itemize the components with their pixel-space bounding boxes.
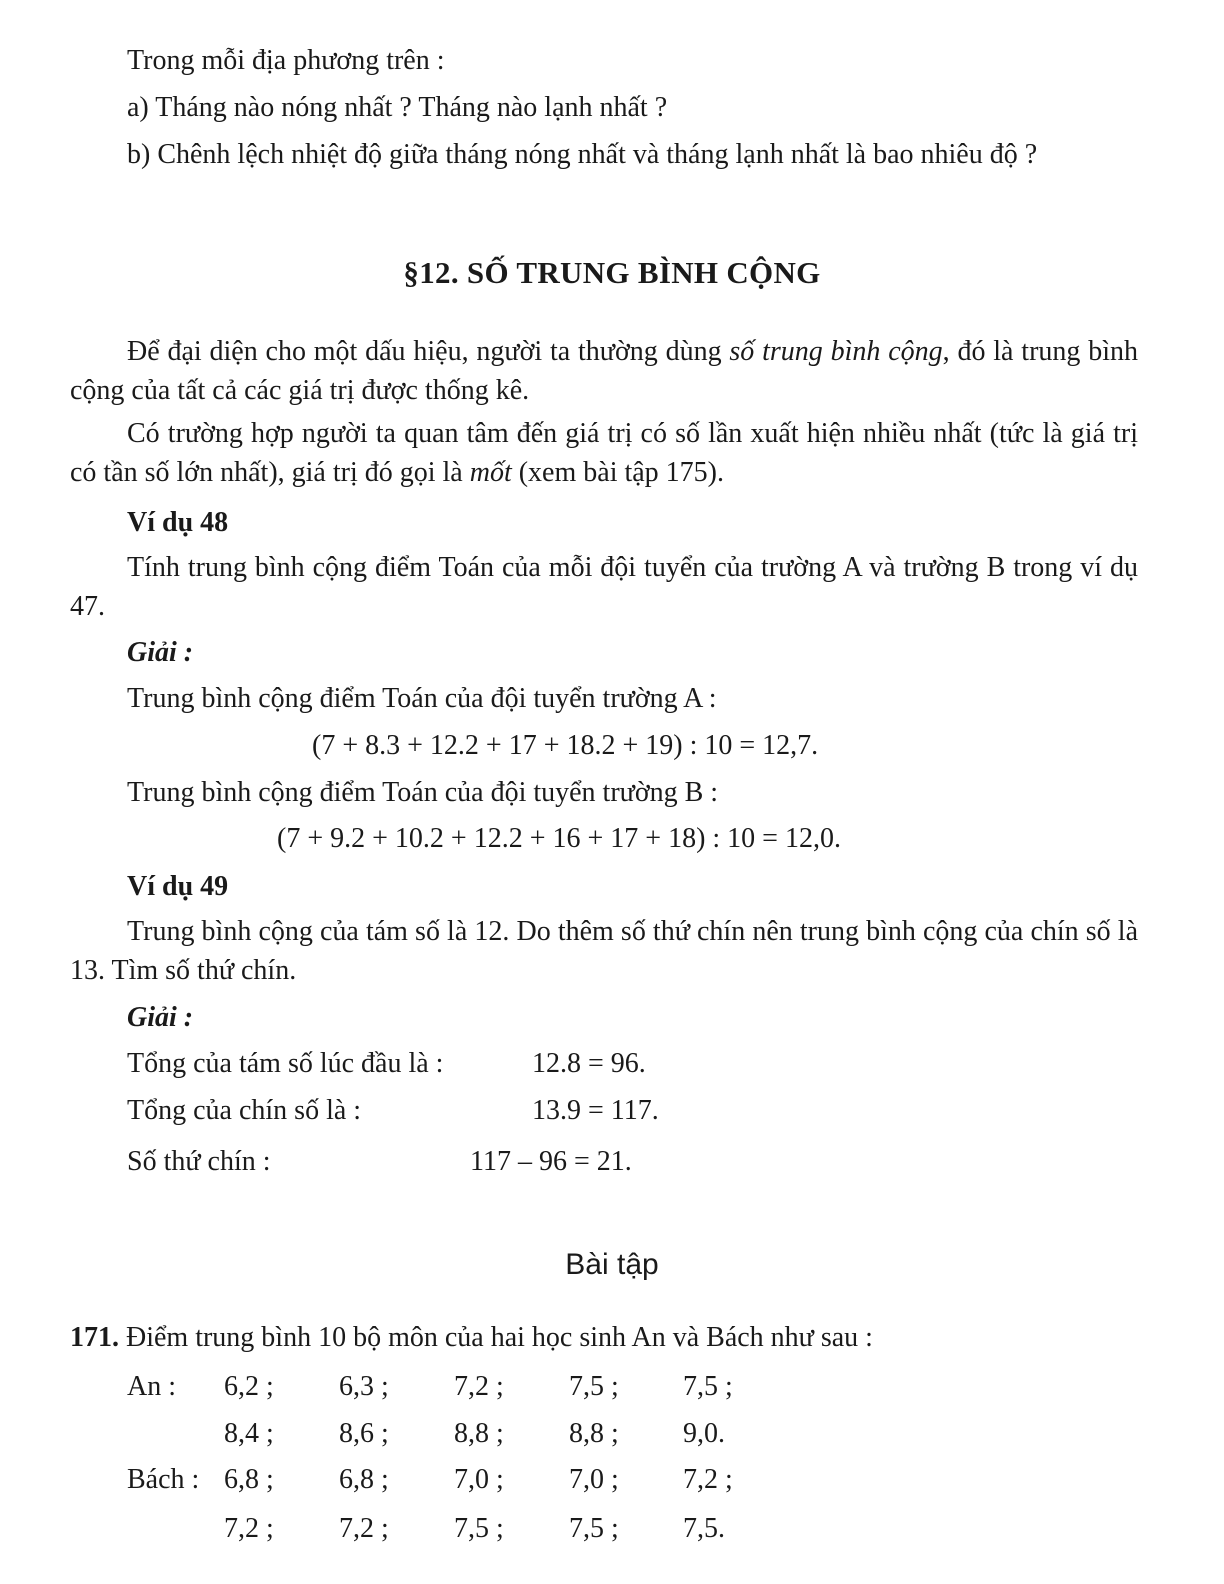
example-48-formula-a: (7 + 8.3 + 12.2 + 17 + 18.2 + 19) : 10 = 12,7. <box>312 730 819 761</box>
score-value: 7,5 ; <box>569 1513 619 1544</box>
example-49-step-value: 13.9 = 117. <box>532 1095 659 1126</box>
score-value: 8,4 ; <box>224 1418 274 1449</box>
example-49-step-label: Số thứ chín : <box>127 1146 271 1177</box>
score-value: 8,8 ; <box>569 1418 619 1449</box>
intro-question-a: a) Tháng nào nóng nhất ? Tháng nào lạnh nhất ? <box>127 92 668 123</box>
example-48-problem: Tính trung bình cộng điểm Toán của mỗi đội tuyển của trường A và trường B trong ví dụ 47. <box>70 552 1138 622</box>
score-value: 7,2 ; <box>454 1371 504 1402</box>
student-name: Bách : <box>127 1464 200 1495</box>
intro-question-b: b) Chênh lệch nhiệt độ giữa tháng nóng nhất và tháng lạnh nhất là bao nhiêu độ ? <box>127 139 1038 170</box>
score-value: 7,2 ; <box>224 1513 274 1544</box>
example-49-step-label: Tổng của tám số lúc đầu là : <box>127 1048 444 1079</box>
definition-text-start: Để đại diện cho một dấu hiệu, người ta thường dùng <box>127 336 730 367</box>
exercise-171-number: 171. <box>70 1322 119 1353</box>
score-table <box>0 1368 1224 1568</box>
example-48-formula-b: (7 + 9.2 + 10.2 + 12.2 + 16 + 17 + 18) : 10 = 12,0. <box>277 823 841 854</box>
exercise-171-text: Điểm trung bình 10 bộ môn của hai học sinh An và Bách như sau : <box>126 1322 873 1353</box>
exercises-heading: Bài tập <box>565 1248 659 1281</box>
score-value: 9,0. <box>683 1418 725 1449</box>
score-value: 7,5 ; <box>454 1513 504 1544</box>
score-value: 7,0 ; <box>454 1464 504 1495</box>
example-48-solution-label: Giải : <box>127 637 194 668</box>
example-49-problem: Trung bình cộng của tám số là 12. Do thêm số thứ chín nên trung bình cộng của chín số là 13. Tìm số thứ chín. <box>70 916 1138 986</box>
example-48-line-a: Trung bình cộng điểm Toán của đội tuyển trường A : <box>127 683 717 714</box>
score-value: 7,5 ; <box>569 1371 619 1402</box>
score-value: 7,5. <box>683 1513 725 1544</box>
student-name: An : <box>127 1371 176 1402</box>
mode-text-end: (xem bài tập 175). <box>511 456 725 488</box>
score-value: 7,5 ; <box>683 1371 733 1402</box>
definition-text-end: , đó là trung bình cộng của tất cả các giá trị được thống kê. <box>70 336 1138 406</box>
score-value: 6,3 ; <box>339 1371 389 1402</box>
example-49-step-value: 117 – 96 = 21. <box>470 1146 632 1177</box>
example-48-heading: Ví dụ 48 <box>127 507 229 538</box>
example-48-line-b: Trung bình cộng điểm Toán của đội tuyển trường B : <box>127 777 719 808</box>
term-mean: số trung bình cộng <box>729 336 943 367</box>
definition-paragraph <box>70 333 1138 410</box>
mode-text-start: Có trường hợp người ta quan tâm đến giá trị có số lần xuất hiện nhiều nhất (tức là giá trị có tần số lớn nhất), giá trị đó gọi là <box>70 418 1138 488</box>
intro-line-1: Trong mỗi địa phương trên : <box>127 45 445 76</box>
score-value: 7,0 ; <box>569 1464 619 1495</box>
mode-paragraph <box>70 415 1138 492</box>
example-49-solution-label: Giải : <box>127 1002 194 1033</box>
score-value: 7,2 ; <box>339 1513 389 1544</box>
term-mode: mốt <box>469 456 512 488</box>
score-value: 6,8 ; <box>339 1464 389 1495</box>
score-value: 8,6 ; <box>339 1418 389 1449</box>
score-value: 6,2 ; <box>224 1371 274 1402</box>
exercise-171-statement <box>70 1319 873 1358</box>
score-value: 8,8 ; <box>454 1418 504 1449</box>
example-49-step-label: Tổng của chín số là : <box>127 1095 362 1126</box>
score-value: 6,8 ; <box>224 1464 274 1495</box>
score-value: 7,2 ; <box>683 1464 733 1495</box>
example-49-heading: Ví dụ 49 <box>127 871 229 902</box>
example-49-step-value: 12.8 = 96. <box>532 1048 646 1079</box>
section-title: §12. SỐ TRUNG BÌNH CỘNG <box>403 255 821 290</box>
